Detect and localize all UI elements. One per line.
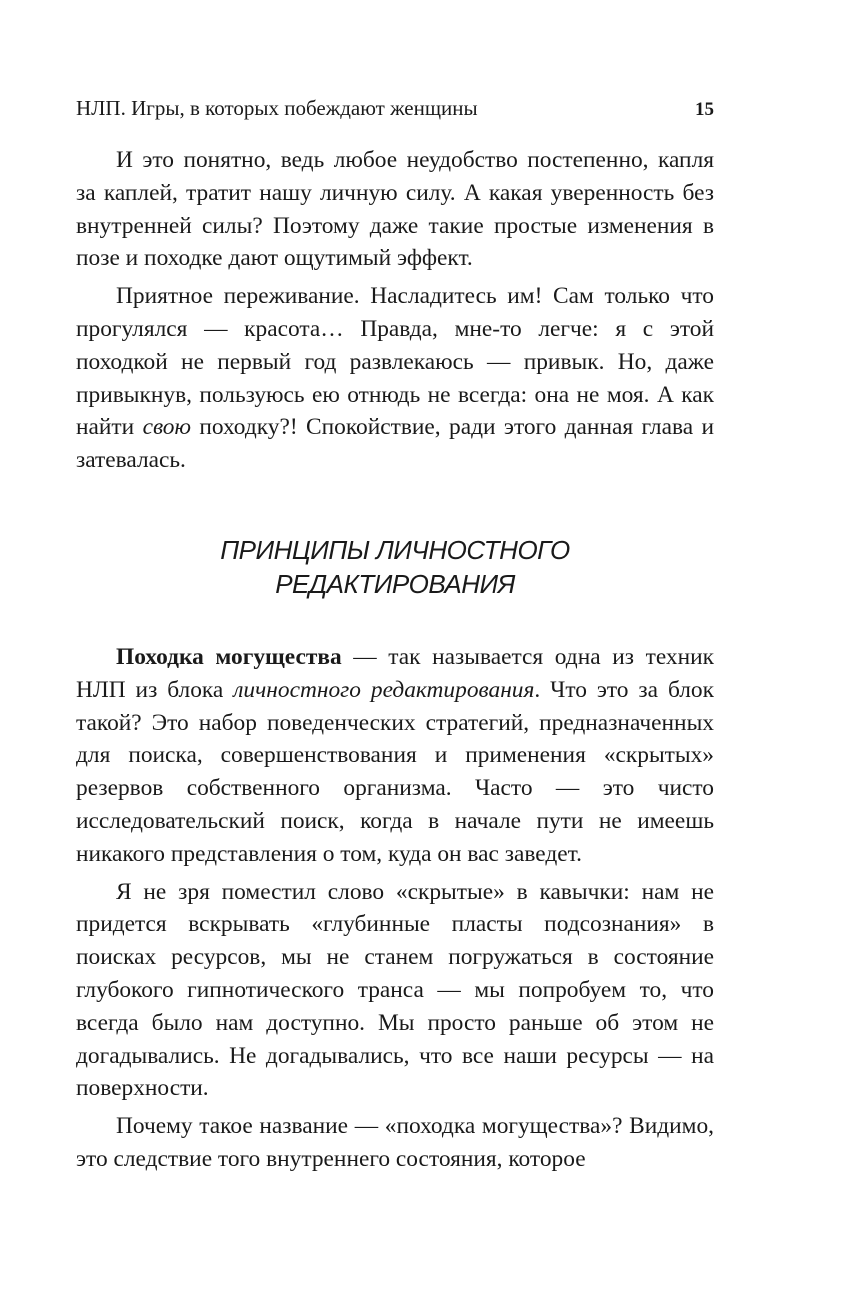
paragraph: И это понятно, ведь любое неудобство постепенно, капля за каплей, тратит нашу личную силу. А какая уверенность без внутренней силы? Поэтому даже такие простые изменения в позе и походке дают ощутимый эффект. [76, 147, 714, 272]
body-text [76, 144, 714, 1176]
running-head-title: НЛП. Игры, в которых побеждают женщины [76, 96, 478, 120]
emphasis-text: свою [142, 414, 191, 441]
section-heading [76, 533, 714, 601]
paragraph: Почему такое название — «походка могущества»? Видимо, это следствие того внутреннего состояния, которое [76, 1113, 714, 1172]
bold-term: Походка могущества [116, 643, 342, 670]
section-heading-line: ПРИНЦИПЫ ЛИЧНОСТНОГО [220, 534, 570, 565]
paragraph: Походка могущества — так называется одна из техник НЛП из блока личностного редактирования. Что это за блок такой? Это набор поведенческих стратегий, предназначенных для поиска, совершенствования и применения «скрытых» резервов собственного организма. Часто — это чисто исследовательский поиск, когда в начале пути не имеешь никакого представления о том, куда он вас заведет. [76, 643, 714, 867]
page-number: 15 [695, 99, 714, 120]
running-head [76, 96, 714, 126]
section-heading-line: РЕДАКТИРОВАНИЯ [275, 568, 515, 599]
paragraph: Приятное переживание. Насладитесь им! Сам только что прогулялся — красота… Правда, мне-то легче: я с этой походкой не первый год развлекаюсь — привык. Но, даже привыкнув, пользуюсь ею отнюдь не всегда: она не моя. А как найти свою походку?! Спокойствие, ради этого данная глава и затевалась. [76, 283, 714, 474]
book-page [76, 96, 714, 1176]
emphasis-text: личностного редактирования [233, 676, 535, 703]
paragraph: Я не зря поместил слово «скрытые» в кавычки: нам не придется вскрывать «глубинные пласты подсознания» в поисках ресурсов, мы не станем погружаться в состояние глубокого гипнотического транса — мы попробуем то, что всегда было нам доступно. Мы просто раньше об этом не догадывались. Не догадывались, что все наши ресурсы — на поверхности. [76, 878, 714, 1102]
